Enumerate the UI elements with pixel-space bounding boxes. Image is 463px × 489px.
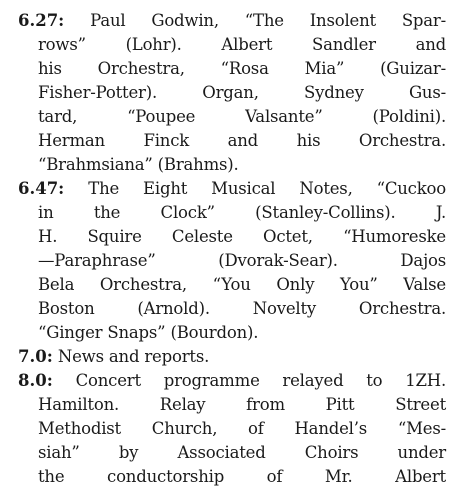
entry-line: “Ginger Snaps” (Bourdon). bbox=[38, 323, 259, 342]
entry-line: Bela Orchestra, “You Only You” Valse bbox=[38, 275, 446, 294]
entry-line bbox=[18, 345, 446, 369]
entry-time: 7.0: bbox=[18, 347, 53, 366]
entry-line: Fisher-Potter). Organ, Sydney Gus- bbox=[38, 83, 446, 102]
entry-line bbox=[18, 369, 446, 393]
programme-entry-627 bbox=[18, 9, 446, 177]
entry-time: 6.47: bbox=[18, 179, 65, 198]
entry-text: News and reports. bbox=[52, 347, 210, 366]
entry-line: in the Clock” (Stanley-Collins). J. bbox=[38, 203, 446, 222]
entry-line: Herman Finck and his Orchestra. bbox=[38, 131, 446, 150]
entry-line: the conductorship of Mr. Albert bbox=[38, 467, 446, 486]
programme-entry-647 bbox=[18, 177, 446, 345]
programme-listing bbox=[18, 9, 446, 489]
entry-text: Paul Godwin, “The Insolent Spar- bbox=[64, 11, 446, 30]
programme-entry-80 bbox=[18, 369, 446, 489]
entry-time: 8.0: bbox=[18, 371, 53, 390]
entry-line: tard, “Poupee Valsante” (Poldini). bbox=[38, 107, 446, 126]
entry-line: Hamilton. Relay from Pitt Street bbox=[38, 395, 446, 414]
entry-line: Methodist Church, of Handel’s “Mes- bbox=[38, 419, 446, 438]
entry-line bbox=[18, 177, 446, 201]
entry-time: 6.27: bbox=[18, 11, 65, 30]
programme-entry-70 bbox=[18, 345, 446, 369]
entry-line: H. Squire Celeste Octet, “Humoreske bbox=[38, 227, 446, 246]
entry-line: —Paraphrase” (Dvorak-Sear). Dajos bbox=[38, 251, 446, 270]
entry-line bbox=[18, 9, 446, 33]
entry-text: The Eight Musical Notes, “Cuckoo bbox=[64, 179, 446, 198]
entry-line: siah” by Associated Choirs under bbox=[38, 443, 446, 462]
entry-line: his Orchestra, “Rosa Mia” (Guizar- bbox=[38, 59, 446, 78]
entry-line: Boston (Arnold). Novelty Orchestra. bbox=[38, 299, 446, 318]
entry-text: Concert programme relayed to 1ZH. bbox=[52, 371, 446, 390]
entry-line: “Brahmsiana” (Brahms). bbox=[38, 155, 239, 174]
entry-line: rows” (Lohr). Albert Sandler and bbox=[38, 35, 446, 54]
